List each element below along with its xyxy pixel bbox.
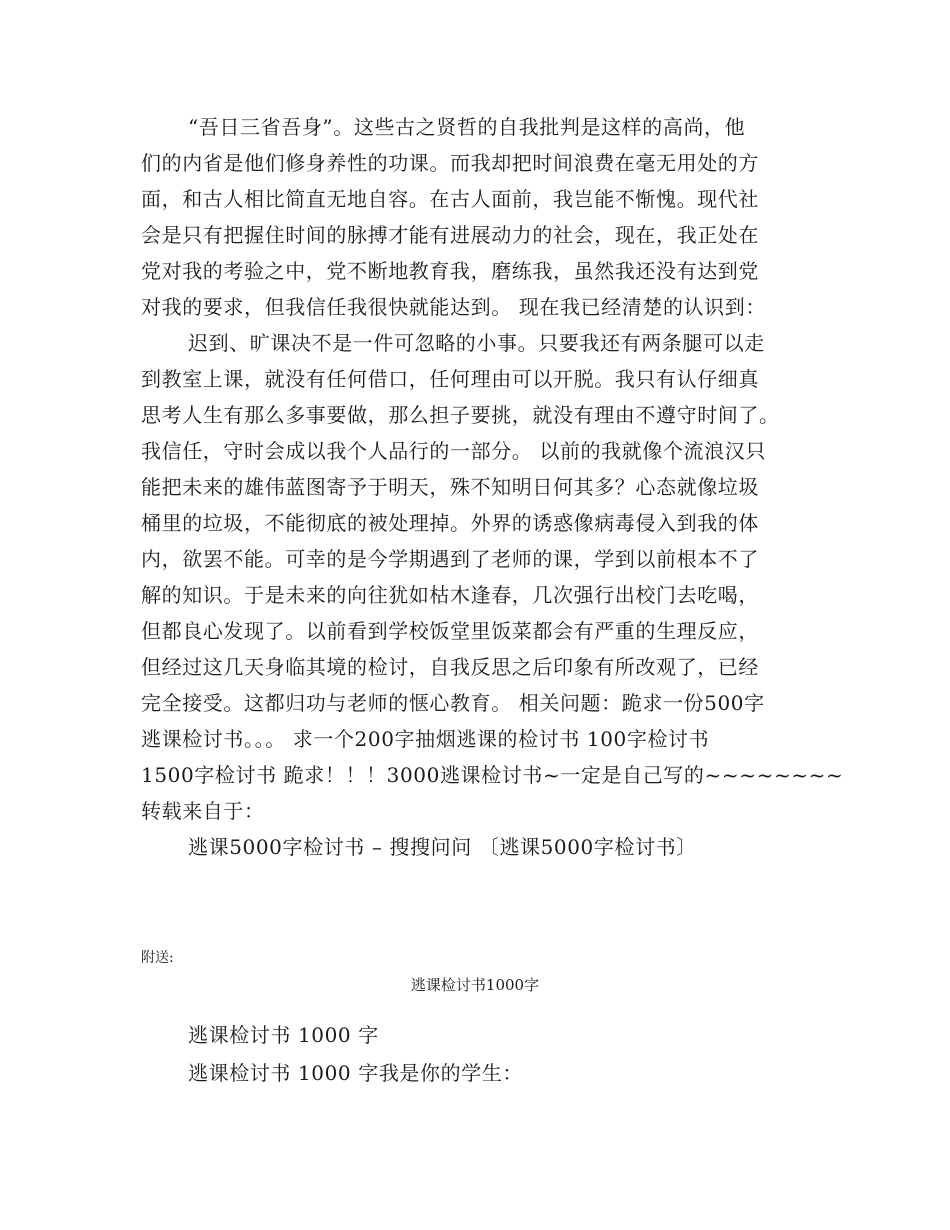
paragraph-line: 们的内省是他们修身养性的功课。而我却把时间浪费在毫无用处的方 (141, 151, 759, 175)
paragraph-line: 解的知识。于是未来的向往犹如枯木逢春，几次强行出校门去吃喝， (141, 583, 759, 607)
paragraph-line: 会是只有把握住时间的脉搏才能有进展动力的社会，现在，我正处在 (141, 223, 759, 247)
paragraph-line: 内，欲罢不能。可幸的是今学期遇到了老师的课，学到以前根本不了 (141, 547, 759, 571)
paragraph-line: 转载来自于： (141, 799, 265, 823)
paragraph-line: 1500字检讨书 跪求！！！3000逃课检讨书~一定是自己写的~~~~~~~~ (141, 763, 844, 787)
paragraph-line: 桶里的垃圾，不能彻底的被处理掉。外界的诱惑像病毒侵入到我的体 (141, 511, 759, 535)
appendix-line: 逃课检讨书 1000 字我是你的学生： (188, 1061, 524, 1085)
paragraph-line: 逃课检讨书。。。 求一个200字抽烟逃课的检讨书 100字检讨书 (141, 727, 710, 751)
paragraph-line: 完全接受。这都归功与老师的惬心教育。 相关问题：跪求一份500字 (141, 691, 765, 715)
appendix-label: 附送: (141, 950, 174, 966)
paragraph-line: 党对我的考验之中，党不断地教育我，磨练我，虽然我还没有达到党 (141, 259, 759, 283)
appendix-title: 逃课检讨书1000字 (410, 976, 540, 994)
paragraph-line: 逃课5000字检讨书 – 搜搜问问 〔逃课5000字检讨书〕 (188, 835, 697, 859)
paragraph-line: 对我的要求，但我信任我很快就能达到。 现在我已经清楚的认识到： (141, 295, 766, 319)
appendix-line: 逃课检讨书 1000 字 (188, 1023, 379, 1047)
paragraph-line: “吾日三省吾身”。这些古之贤哲的自我批判是这样的高尚，他 (188, 115, 746, 139)
paragraph-line: 我信任，守时会成以我个人品行的一部分。 以前的我就像个流浪汉只 (141, 439, 766, 463)
paragraph-line: 能把未来的雄伟蓝图寄予于明天，殊不知明日何其多？心态就像垃圾 (141, 475, 759, 499)
paragraph-line: 但经过这几天身临其境的检讨，自我反思之后印象有所改观了，已经 (141, 655, 759, 679)
paragraph-line: 到教室上课，就没有任何借口，任何理由可以开脱。我只有认仔细真 (141, 367, 759, 391)
paragraph-line: 但都良心发现了。以前看到学校饭堂里饭菜都会有严重的生理反应， (141, 619, 759, 643)
paragraph-line: 思考人生有那么多事要做，那么担子要挑，就没有理由不遵守时间了。 (141, 403, 780, 427)
paragraph-line: 面，和古人相比简直无地自容。在古人面前，我岂能不惭愧。现代社 (141, 187, 759, 211)
paragraph-line: 迟到、旷课决不是一件可忽略的小事。只要我还有两条腿可以走 (188, 331, 765, 355)
